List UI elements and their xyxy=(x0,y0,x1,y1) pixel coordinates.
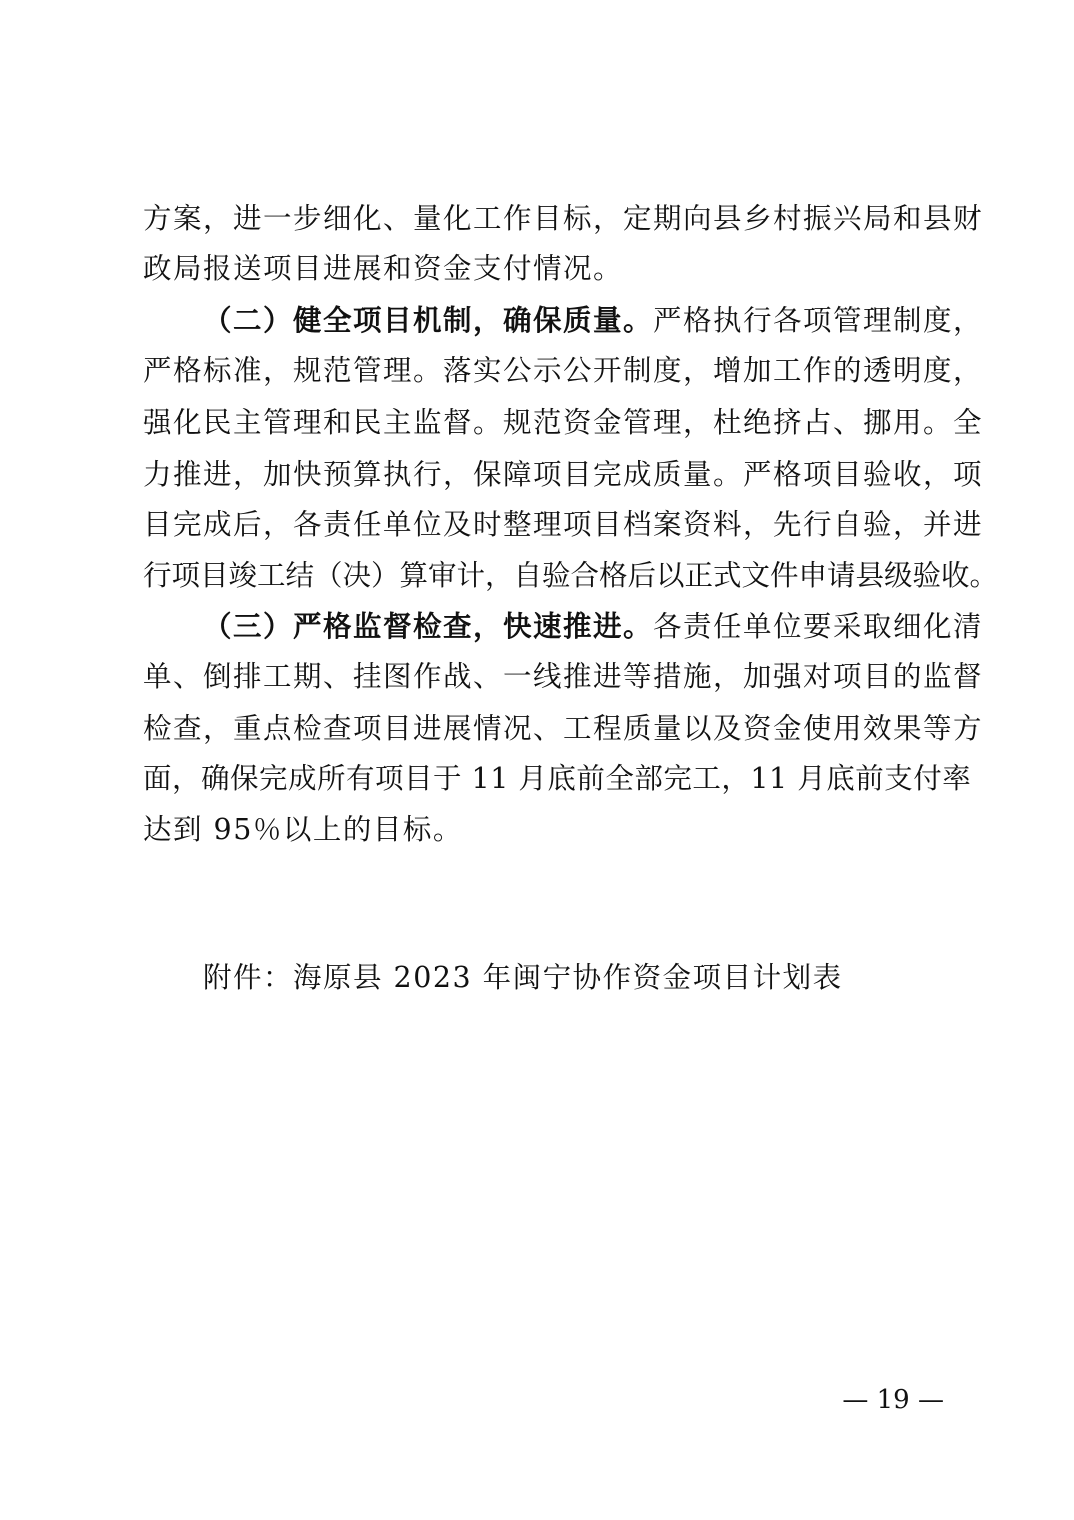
section-2-first-line xyxy=(203,296,984,346)
section-heading-2: （二）健全项目机制，确保质量。 xyxy=(203,304,654,337)
paragraph-line: 行项目竣工结（决）算审计，自验合格后以正式文件申请县级验收。 xyxy=(143,559,999,592)
paragraph-line: 面，确保完成所有项目于 11 月底前全部完工，11 月底前支付率 xyxy=(143,762,972,795)
paragraph-line: 目完成后，各责任单位及时整理项目档案资料，先行自验，并进 xyxy=(143,508,984,541)
section-3-first-line xyxy=(203,602,984,652)
paragraph-text: 各责任单位要采取细化清 xyxy=(653,610,984,643)
paragraph-line: 单、倒排工期、挂图作战、一线推进等措施，加强对项目的监督 xyxy=(143,660,984,693)
section-heading-3: （三）严格监督检查，快速推进。 xyxy=(203,610,654,643)
paragraph-line: 检查，重点检查项目进展情况、工程质量以及资金使用效果等方 xyxy=(143,712,984,745)
paragraph-line: 方案，进一步细化、量化工作目标，定期向县乡村振兴局和县财 xyxy=(143,202,984,235)
paragraph-line: 严格标准，规范管理。落实公示公开制度，增加工作的透明度， xyxy=(143,354,984,387)
page-number: — 19 — xyxy=(842,1385,944,1415)
paragraph-line: 政局报送项目进展和资金支付情况。 xyxy=(143,252,624,285)
paragraph-line: 强化民主管理和民主监督。规范资金管理，杜绝挤占、挪用。全 xyxy=(143,406,984,439)
paragraph-line: 力推进，加快预算执行，保障项目完成质量。严格项目验收，项 xyxy=(143,458,984,491)
paragraph-line: 达到 95％以上的目标。 xyxy=(143,813,463,846)
paragraph-text: 严格执行各项管理制度， xyxy=(653,304,984,337)
attachment-note: 附件：海原县 2023 年闽宁协作资金项目计划表 xyxy=(203,961,843,994)
